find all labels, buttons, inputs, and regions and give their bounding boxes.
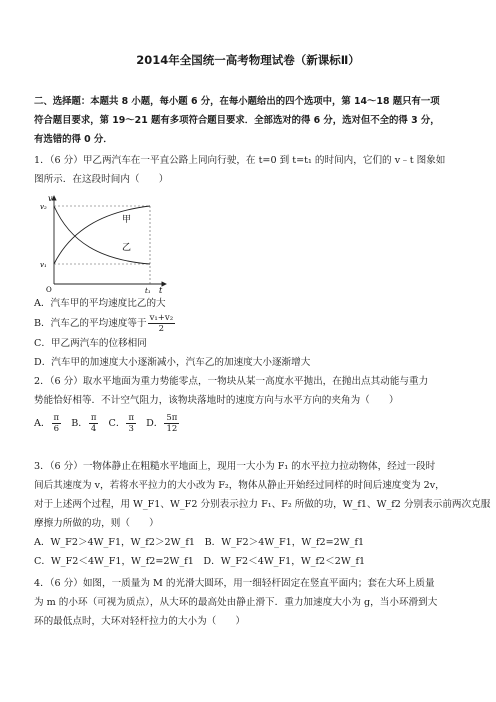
- option-letter: A．: [34, 418, 51, 429]
- q1-option-b-fraction: [148, 313, 176, 334]
- q4-stem-line-1: 4．（6 分）如图，一质量为 M 的光滑大圆环，用一细轻杆固定在竖直平面内；套在大环上质量: [34, 578, 435, 589]
- fraction-numerator: 5π: [166, 413, 178, 423]
- vt-graph: [40, 192, 170, 294]
- q2-option-d: [146, 413, 180, 434]
- section-line-1: 二、选择题：本题共 8 小题，每小题 6 分，在每小题给出的四个选项中，第 14～18 题只有一项: [34, 96, 440, 107]
- curve-jia: [54, 206, 150, 264]
- question-1-stem: [34, 151, 466, 189]
- q4-stem-line-3: 环的最低点时，大环对轻杆拉力的大小为（ ）: [34, 616, 246, 627]
- option-letter: C．: [108, 418, 126, 429]
- fraction-numerator: v₁+v₂: [149, 313, 174, 323]
- exam-title: 2014年全国统一高考物理试卷（新课标Ⅱ）: [136, 53, 360, 67]
- origin-label: O: [46, 286, 52, 294]
- q2-stem-line-2: 势能恰好相等．不计空气阻力，该物块落地时的速度方向与水平方向的夹角为（ ）: [34, 395, 399, 406]
- v1-label: v₁: [40, 261, 47, 269]
- option-fraction: [164, 413, 179, 434]
- question-3: [34, 457, 491, 571]
- q3-stem-line-4: 摩擦力所做的功，则（ ）: [34, 518, 159, 529]
- q1-option-b: [34, 313, 466, 334]
- t1-label: t₁: [145, 287, 151, 294]
- q3-options-row-2: C．W_F2＜4W_F1，W_f2=2W_f1 D．W_F2＜4W_F1，W_f2＜2W_f1: [34, 556, 366, 567]
- q3-stem-line-2: 间后其速度为 v，若将水平拉力的大小改为 F₂，物体从静止开始经过同样的时间后速度变为 2v，: [34, 480, 445, 491]
- option-fraction: [52, 413, 62, 434]
- q2-options: [34, 413, 466, 434]
- q3-stem-line-1: 3．（6 分）一物体静止在粗糙水平地面上，现用一大小为 F₁ 的水平拉力拉动物体，经过一段时: [34, 461, 436, 472]
- curve-yi: [54, 206, 150, 264]
- fraction-denominator: 3: [128, 424, 134, 434]
- section-line-3: 有选错的得 0 分．: [34, 134, 113, 145]
- q2-option-a: [34, 413, 62, 434]
- fraction-numerator: π: [128, 413, 135, 423]
- yi-label: 乙: [122, 243, 132, 253]
- y-axis-label: v: [48, 194, 53, 203]
- question-2: [34, 372, 466, 434]
- q4-stem-line-2: 为 m 的小环（可视为质点），从大环的最高处由静止滑下．重力加速度大小为 g，当小环滑到大: [34, 597, 438, 608]
- x-axis-label: t: [159, 286, 163, 294]
- option-fraction: [89, 413, 99, 434]
- question-1-options: [34, 294, 466, 372]
- fraction-denominator: 2: [158, 324, 165, 334]
- section-line-2: 符合题目要求，第 19～21 题有多项符合题目要求．全部选对的得 6 分，选对但不全的得 3 分，: [34, 115, 440, 126]
- q3-options-row-1: A．W_F2＞4W_F1，W_f2＞2W_f1 B．W_F2＞4W_F1，W_f2=2W_f1: [34, 537, 365, 548]
- q1-option-a: A．汽车甲的平均速度比乙的大: [34, 298, 166, 309]
- fraction-numerator: π: [53, 413, 60, 423]
- q2-option-b: [71, 413, 99, 434]
- section-instructions: [34, 92, 466, 149]
- option-fraction: [126, 413, 136, 434]
- q1-stem-line-1: 1．（6 分）甲乙两汽车在一平直公路上同向行驶，在 t=0 到 t=t₁ 的时间内，它们的 v﹣t 图象如: [34, 155, 446, 166]
- q1-option-b-text: B．汽车乙的平均速度等于: [34, 318, 147, 329]
- q2-stem-line-1: 2．（6 分）取水平地面为重力势能零点，一物块从某一高度水平抛出，在抛出点其动能与重力: [34, 376, 429, 387]
- fraction-numerator: π: [90, 413, 97, 423]
- q1-stem-line-2: 图所示．在这段时间内（ ）: [34, 174, 169, 185]
- option-letter: D．: [146, 418, 164, 429]
- q3-stem-line-3: 对于上述两个过程，用 W_F1、W_F2 分别表示拉力 F₁、F₂ 所做的功，W_f1、W_f2 分别表示前两次克服: [34, 499, 491, 510]
- option-letter: B．: [71, 418, 88, 429]
- jia-label: 甲: [122, 215, 132, 225]
- question-4: [34, 574, 466, 631]
- v2-label: v₂: [40, 203, 47, 211]
- fraction-denominator: 6: [53, 424, 60, 434]
- q1-option-c: C．甲乙两汽车的位移相同: [34, 338, 147, 349]
- q2-option-c: [109, 413, 138, 434]
- fraction-denominator: 12: [166, 424, 178, 434]
- fraction-denominator: 4: [90, 424, 97, 434]
- q1-option-d: D．汽车甲的加速度大小逐渐减小，汽车乙的加速度大小逐渐增大: [34, 357, 311, 368]
